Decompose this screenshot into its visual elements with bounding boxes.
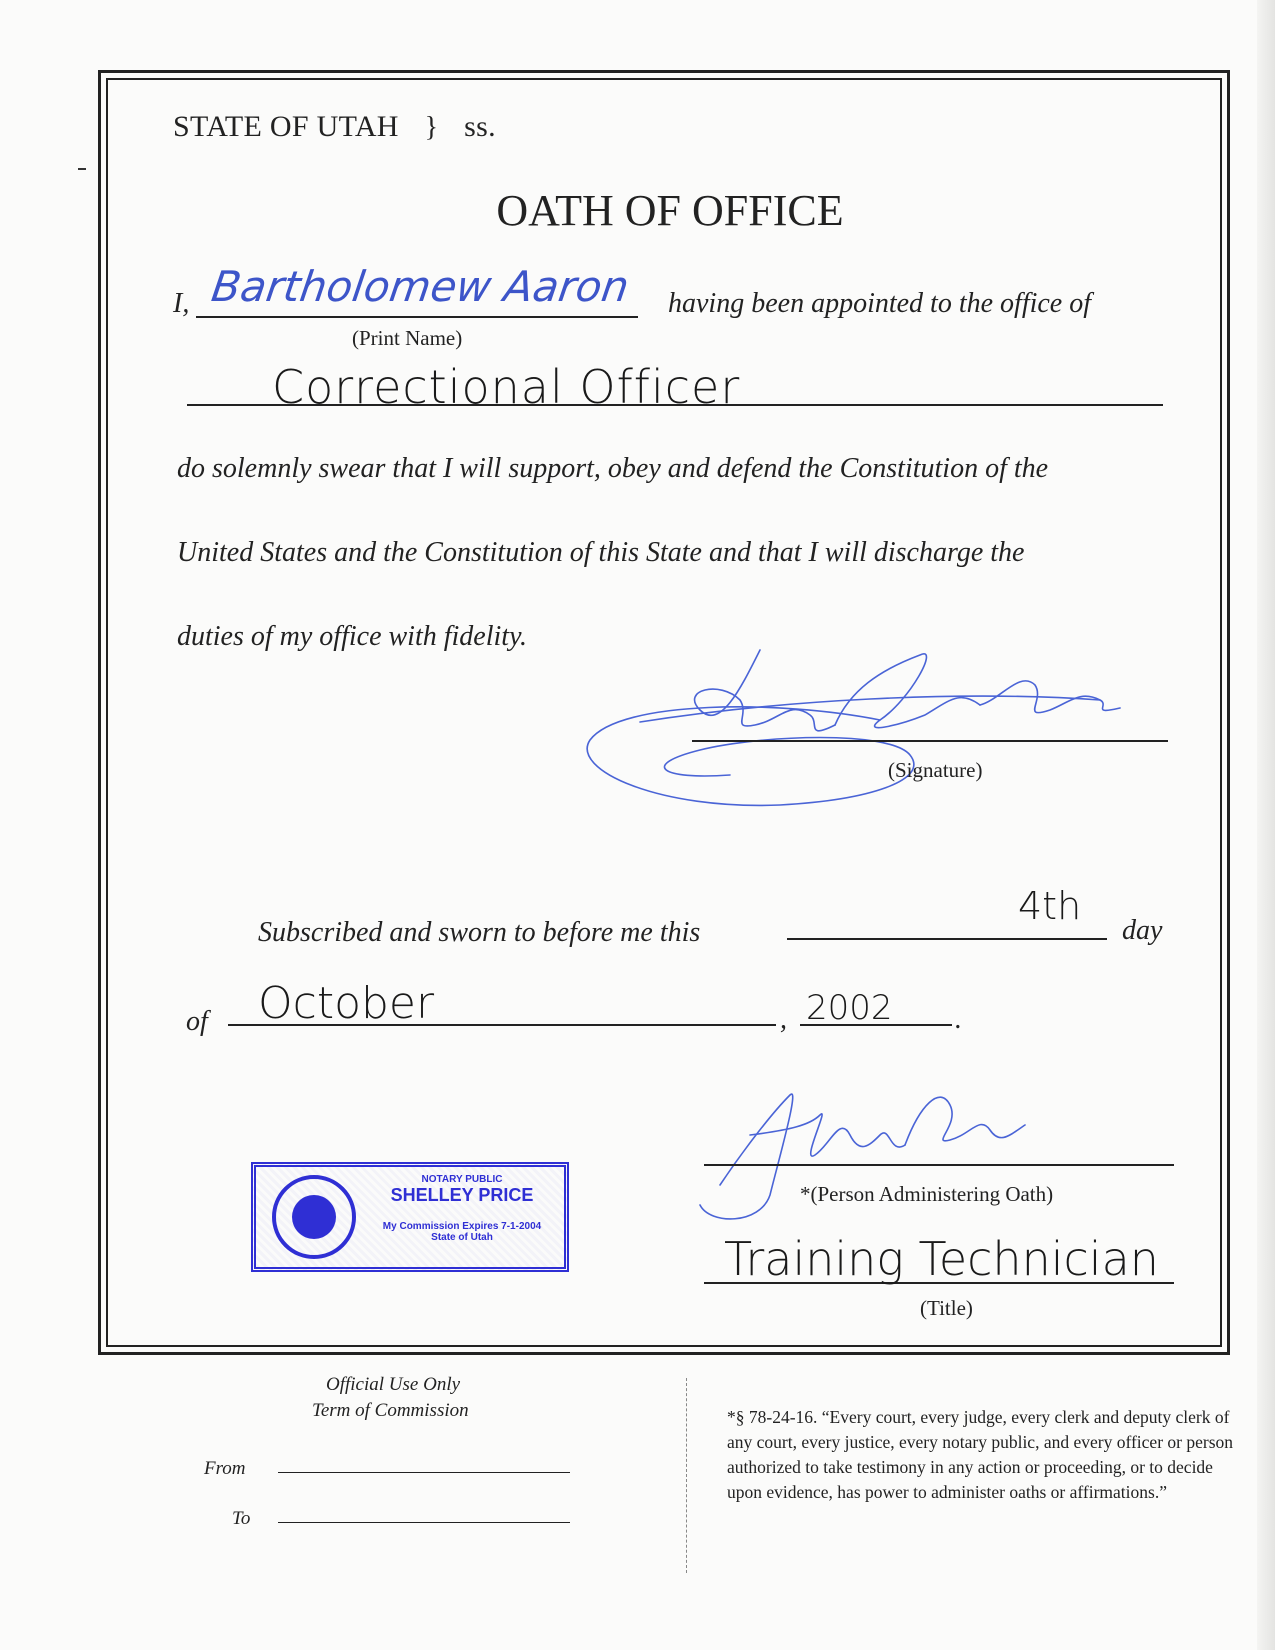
to-line — [278, 1522, 570, 1523]
handwritten-office: Correctional Officer — [272, 360, 741, 414]
document-title: OATH OF OFFICE — [496, 186, 844, 235]
seal-center-icon — [292, 1195, 336, 1239]
administrator-signature — [690, 1075, 1050, 1235]
oath-signature — [580, 630, 1140, 830]
sworn-text: Subscribed and sworn to before me this — [258, 917, 701, 948]
seal-text — [364, 1175, 560, 1243]
from-line — [278, 1472, 570, 1473]
handwritten-title: Training Technician — [724, 1232, 1159, 1286]
handwritten-day: 4th — [1018, 884, 1082, 928]
of-label: of — [186, 1006, 208, 1037]
ss-label: ss. — [464, 110, 496, 143]
handwritten-name: Bartholomew Aaron — [208, 262, 632, 311]
comma: , — [780, 1004, 787, 1035]
seal-line-3: My Commission Expires 7-1-2004 — [382, 1221, 542, 1233]
term-heading: Term of Commission — [312, 1400, 469, 1421]
handwritten-month: October — [258, 978, 435, 1029]
period: . — [955, 1004, 962, 1035]
title-caption: (Title) — [920, 1296, 973, 1320]
day-label: day — [1122, 915, 1163, 946]
appointed-text: having been appointed to the office of — [668, 288, 1092, 319]
handwritten-year: 2002 — [806, 988, 893, 1028]
notary-seal — [251, 1162, 569, 1272]
signature-line — [692, 740, 1168, 742]
footer-divider — [686, 1378, 687, 1573]
official-use-heading: Official Use Only — [326, 1374, 461, 1395]
brace: } — [424, 112, 439, 143]
day-line — [787, 938, 1107, 940]
seal-line-2: SHELLEY PRICE — [390, 1184, 534, 1205]
print-name-caption: (Print Name) — [352, 326, 463, 350]
oath-line-1: do solemnly swear that I will support, obey and defend the Constitution of the — [177, 453, 1049, 484]
administrator-caption: *(Person Administering Oath) — [800, 1182, 1054, 1206]
from-label: From — [204, 1458, 246, 1479]
signature-caption: (Signature) — [888, 758, 983, 782]
seal-line-4: State of Utah — [431, 1231, 493, 1243]
oath-line-3: duties of my office with fidelity. — [177, 621, 527, 652]
oath-line-2: United States and the Constitution of this State and that I will discharge the — [177, 537, 1025, 568]
i-label: I, — [173, 288, 190, 319]
state-heading — [173, 110, 496, 144]
to-label: To — [232, 1508, 251, 1529]
name-line — [196, 316, 638, 318]
state-label: STATE OF UTAH — [173, 110, 399, 143]
page-edge — [1257, 0, 1275, 1650]
scan-mark — [78, 168, 86, 170]
statute-note: *§ 78-24-16. “Every court, every judge, every clerk and deputy clerk of any court, every justice, every notary public, and every officer or person authorized to take testimony in any action or proceeding, or to decide upon evidence, has power to administer oaths or affirmations.” — [727, 1407, 1234, 1502]
administrator-line — [704, 1164, 1174, 1166]
seal-line-1: NOTARY PUBLIC — [421, 1174, 503, 1185]
